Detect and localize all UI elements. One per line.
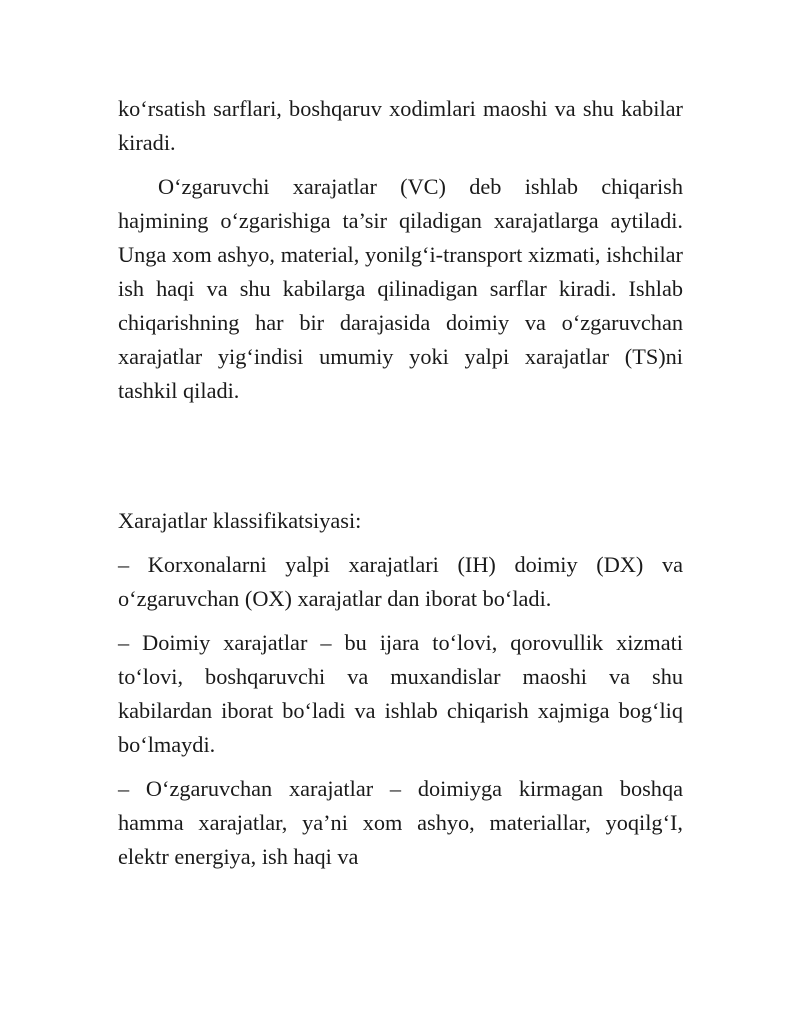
list-item: – Korxonalarni yalpi xarajatlari (IH) doimiy (DX) va o‘zgaruvchan (OX) xarajatlar dan iborat bo‘ladi. xyxy=(118,552,683,611)
paragraph-continuation: ko‘rsatish sarflari, boshqaruv xodimlari maoshi va shu kabilar kiradi. xyxy=(118,96,683,155)
section-heading: Xarajatlar klassifikatsiyasi: xyxy=(118,508,362,533)
document-page xyxy=(118,92,683,874)
list-item: – O‘zgaruvchan xarajatlar – doimiyga kirmagan boshqa hamma xarajatlar, ya’ni xom ashyo, materiallar, yoqilg‘I, elektr energiya, ish haqi va xyxy=(118,776,683,869)
list-item: – Doimiy xarajatlar – bu ijara to‘lovi, qorovullik xizmati to‘lovi, boshqaruvchi va muxandislar maoshi va shu kabilardan iborat bo‘ladi va ishlab chiqarish xajmiga bog‘liq bo‘lmaydi. xyxy=(118,630,683,757)
paragraph-variable-costs: O‘zgaruvchi xarajatlar (VC) deb ishlab chiqarish hajmining o‘zgarishiga ta’sir qiladigan xarajatlarga aytiladi. Unga xom ashyo, material, yonilg‘i-transport xizmati, ishchilar ish haqi va shu kabilarga qilinadigan sarflar kiradi. Ishlab chiqarishning har bir darajasida doimiy va o‘zgaruvchan xarajatlar yig‘indisi umumiy yoki yalpi xarajatlar (TS)ni tashkil qiladi. xyxy=(118,174,683,403)
